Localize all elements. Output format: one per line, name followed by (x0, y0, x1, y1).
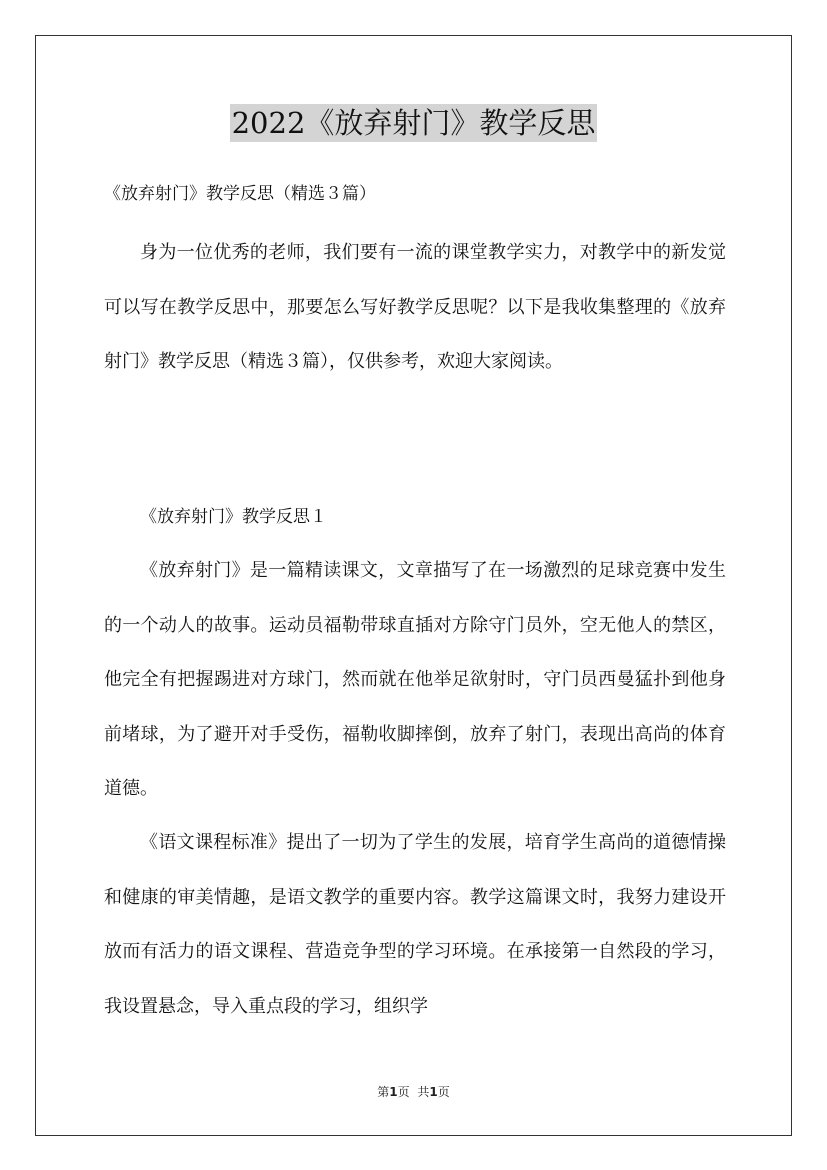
footer-page-suffix: 页 (397, 1085, 410, 1099)
document-title-text: 2022《放弃射门》教学反思 (231, 106, 596, 140)
section-paragraph-2: 《语文课程标准》提出了一切为了学生的发展，培育学生高尚的道德情操和健康的审美情趣，是语文教学的重要内容。教学这篇课文时，我努力建设开放而有活力的语文课程、营造竞争型的学习环境。在承接第一自然段的学习，我设置悬念，导入重点段的学习，组织学 (104, 832, 726, 1017)
footer-page-prefix: 第 (377, 1085, 390, 1099)
section-paragraph-1: 《放弃射门》是一篇精读课文，文章描写了在一场激烈的足球竞赛中发生的一个动人的故事。运动员福勒带球直插对方除守门员外，空无他人的禁区，他完全有把握踢进对方球门，然而就在他举足欲射时，守门员西曼猛扑到他身前堵球，为了避开对手受伤，福勒收脚摔倒，放弃了射门，表现出高尚的体育道德。 (104, 560, 726, 799)
footer-page-number: 1 (389, 1085, 398, 1099)
page-footer (0, 1084, 827, 1100)
document-title (0, 103, 827, 142)
footer-total-number: 1 (429, 1085, 438, 1099)
intro-paragraph: 身为一位优秀的老师，我们要有一流的课堂教学实力，对教学中的新发觉可以写在教学反思中，那要怎么写好教学反思呢？以下是我收集整理的《放弃射门》教学反思（精选３篇），仅供参考，欢迎大家阅读。 (104, 242, 726, 372)
footer-total-suffix: 页 (437, 1085, 450, 1099)
section-heading: 《放弃射门》教学反思１ (140, 507, 327, 527)
document-subtitle: 《放弃射门》教学反思（精选３篇） (104, 184, 376, 204)
footer-total-prefix: 共 (417, 1085, 430, 1099)
